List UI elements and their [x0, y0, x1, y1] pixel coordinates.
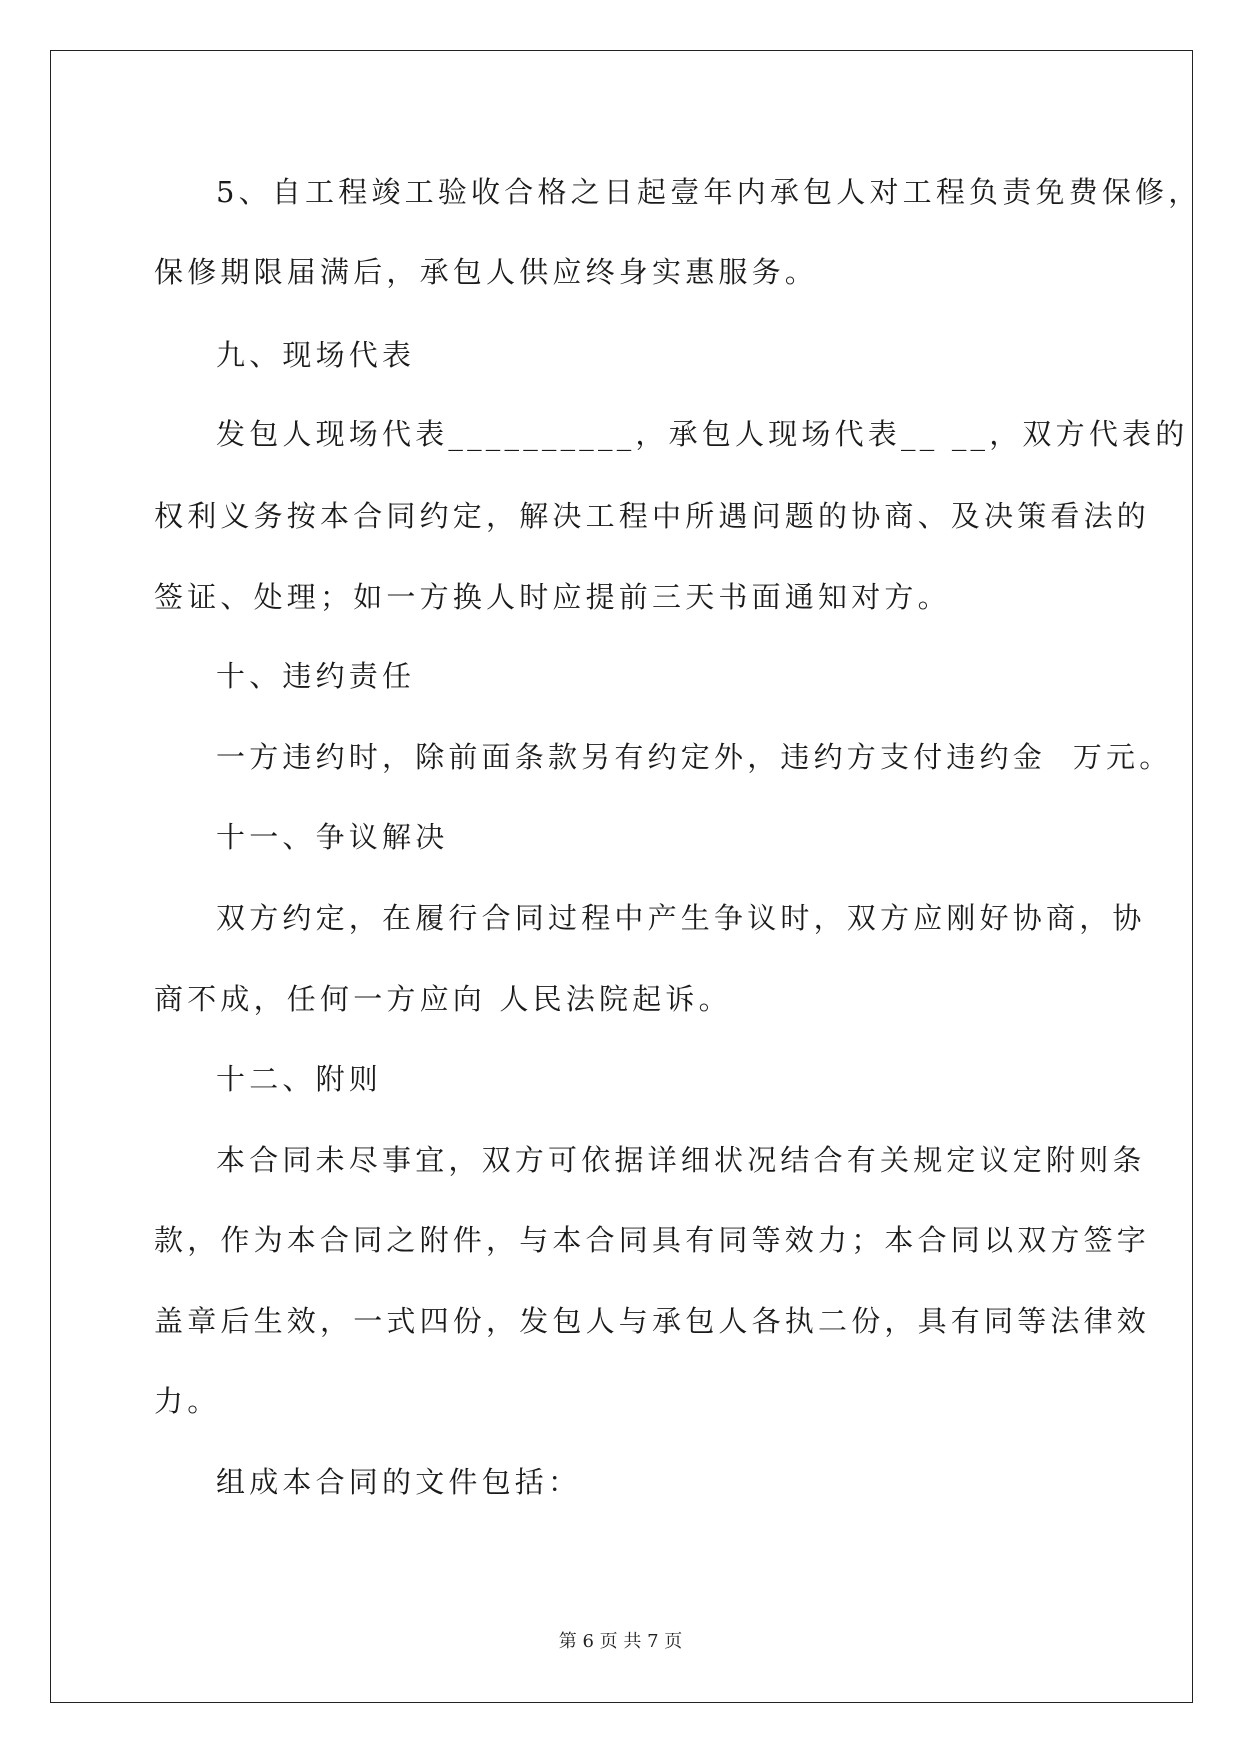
text-line-15: 盖章后生效，一式四份，发包人与承包人各执二份，具有同等法律效 [154, 1304, 1151, 1338]
text-line-11: 商不成，任何一方应向 人民法院起诉。 [154, 982, 732, 1016]
text-line-8: 一方违约时，除前面条款另有约定外，违约方支付违约金 万元。 [216, 740, 1173, 774]
section-heading-11: 十一、争议解决 [216, 820, 449, 854]
text-line-16: 力。 [154, 1384, 221, 1418]
text-line-5: 权利义务按本合同约定，解决工程中所遇问题的协商、及决策看法的 [154, 499, 1151, 533]
text-line-1: 5、自工程竣工验收合格之日起壹年内承包人对工程负责免费保修， [216, 175, 1202, 209]
text-line-4: 发包人现场代表__________，承包人现场代表__ __，双方代表的 [216, 417, 1189, 451]
text-line-6: 签证、处理；如一方换人时应提前三天书面通知对方。 [154, 580, 951, 614]
text-line-13: 本合同未尽事宜，双方可依据详细状况结合有关规定议定附则条 [216, 1143, 1146, 1177]
page-border [50, 50, 1193, 1703]
section-heading-10: 十、违约责任 [216, 659, 416, 693]
text-line-2: 保修期限届满后，承包人供应终身实惠服务。 [154, 255, 819, 289]
text-line-10: 双方约定，在履行合同过程中产生争议时，双方应刚好协商，协 [216, 901, 1146, 935]
page-footer: 第 6 页 共 7 页 [558, 1631, 683, 1652]
section-heading-12: 十二、附则 [216, 1062, 383, 1096]
section-heading-9: 九、现场代表 [216, 338, 416, 372]
text-line-14: 款，作为本合同之附件，与本合同具有同等效力；本合同以双方签字 [154, 1223, 1151, 1257]
text-line-17: 组成本合同的文件包括： [216, 1465, 582, 1499]
